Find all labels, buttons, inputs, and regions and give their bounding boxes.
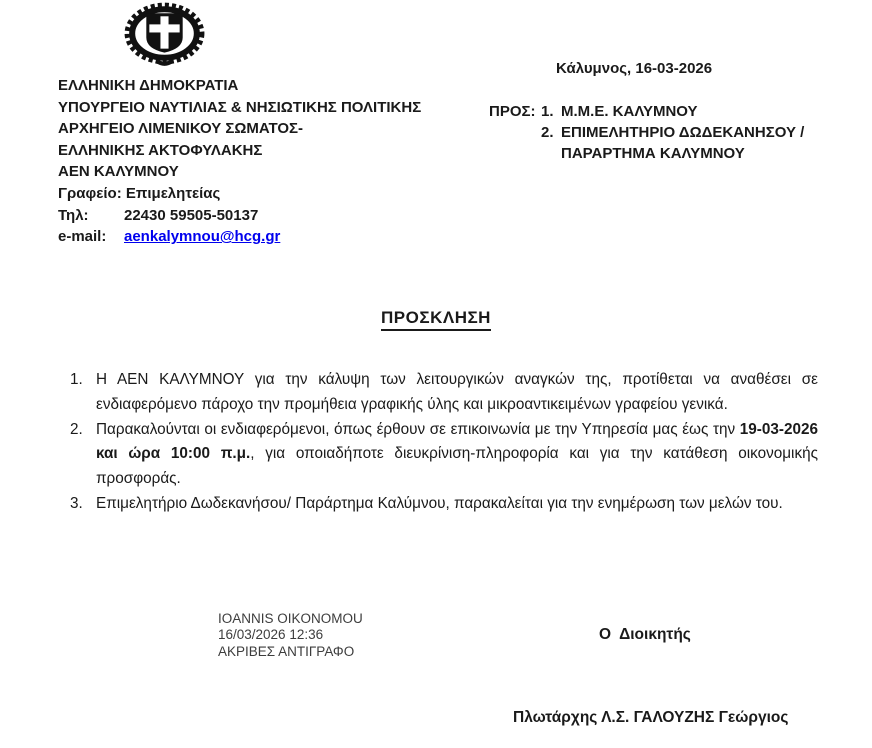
org-line-hq1: ΑΡΧΗΓΕΙΟ ΛΙΜΕΝΙΚΟΥ ΣΩΜΑΤΟΣ- xyxy=(58,120,304,138)
recipient-text xyxy=(561,123,804,165)
title-wrap xyxy=(0,308,872,331)
recipient-text-line2: ΠΑΡΑΡΤΗΜΑ ΚΑΛΥΜΝΟΥ xyxy=(561,144,745,162)
list-item xyxy=(70,368,818,418)
signer-role: Ο Διοικητής xyxy=(599,626,691,643)
recipient-text: Μ.Μ.Ε. ΚΑΛΥΜΝΟΥ xyxy=(561,103,698,120)
org-line-country: ΕΛΛΗΝΙΚΗ ΔΗΜΟΚΡΑΤΙΑ xyxy=(58,77,239,94)
list-item-number: 3. xyxy=(70,494,83,512)
org-line-office: Γραφείο: Επιμελητείας xyxy=(58,184,221,202)
body-list xyxy=(70,368,818,517)
list-item-number: 2. xyxy=(70,420,83,438)
list-item-number: 1. xyxy=(70,371,83,388)
item-text-pre: Επιμελητήριο Δωδεκανήσου/ Παράρτημα Καλύμνου, παρακαλείται για την ενημέρωση των μελών του. xyxy=(96,494,783,512)
stamp-datetime: 16/03/2026 12:36 xyxy=(218,627,324,643)
digital-signature-stamp xyxy=(218,611,363,660)
recipients-block xyxy=(489,102,804,164)
list-item xyxy=(70,492,818,517)
list-item xyxy=(70,418,818,492)
stamp-certified-copy: ΑΚΡΙΒΕΣ ΑΝΤΙΓΡΑΦΟ xyxy=(218,643,355,659)
org-line-ministry: ΥΠΟΥΡΓΕΙΟ ΝΑΥΤΙΛΙΑΣ & ΝΗΣΙΩΤΙΚΗΣ ΠΟΛΙΤΙΚΗΣ xyxy=(58,98,422,116)
to-label: ΠΡΟΣ: xyxy=(489,103,536,120)
org-line-academy: ΑΕΝ ΚΑΛΥΜΝΟΥ xyxy=(58,163,179,181)
org-line-hq2: ΕΛΛΗΝΙΚΗΣ ΑΚΤΟΦΥΛΑΚΗΣ xyxy=(58,141,263,159)
item-text-post: , για οποιαδήποτε διευκρίνιση-πληροφορία και για την κατάθεση οικονομικής προσφοράς. xyxy=(96,445,818,488)
page-title: ΠΡΟΣΚΛΗΣΗ xyxy=(381,308,491,331)
list-item-text xyxy=(96,492,818,517)
greek-emblem-icon xyxy=(117,2,212,69)
email-label: e-mail: xyxy=(58,228,107,246)
list-item-text xyxy=(96,368,818,418)
list-item-text xyxy=(96,418,818,492)
recipient-number: 2. xyxy=(541,123,554,141)
signer-name: Πλωτάρχης Λ.Σ. ΓΑΛΟΥΖΗΣ Γεώργιος xyxy=(513,709,789,726)
recipient-item xyxy=(541,123,804,165)
email-row xyxy=(58,226,421,248)
item-text-bold: 19-03-2026 και ώρα 10:00 π.μ. xyxy=(96,420,818,463)
recipient-number: 1. xyxy=(541,103,554,120)
item-text-pre: Η ΑΕΝ ΚΑΛΥΜΝΟΥ για την κάλυψη των λειτουργικών αναγκών της, προτίθεται να αναθέσει σε ενδιαφερόμενο πάροχο την προμήθεια γραφικής ύλης και μικροαντικειμένων γραφείου γενικά. xyxy=(96,371,818,413)
phone-label: Τηλ: xyxy=(58,206,89,224)
phone-row xyxy=(58,205,421,227)
recipient-text-line1: ΕΠΙΜΕΛΗΤΗΡΙΟ ΔΩΔΕΚΑΝΗΣΟΥ / xyxy=(561,123,805,141)
email-link[interactable]: aenkalymnou@hcg.gr xyxy=(124,228,281,246)
item-text-pre: Παρακαλούνται οι ενδιαφερόμενοι, όπως έρθουν σε επικοινωνία με την Υπηρεσία μας έως την xyxy=(96,420,740,438)
phone-value: 22430 59505-50137 xyxy=(124,206,259,224)
recipient-item xyxy=(541,102,804,123)
stamp-name: IOANNIS OIKONOMOU xyxy=(218,611,363,626)
org-header-block xyxy=(58,75,421,248)
recipients-list xyxy=(541,102,804,164)
date-line: Κάλυμνος, 16-03-2026 xyxy=(556,60,713,77)
